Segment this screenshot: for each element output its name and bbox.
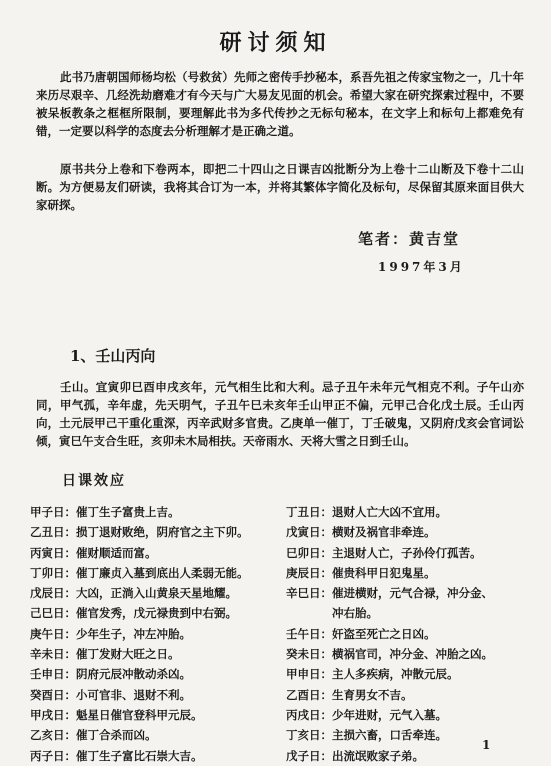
day-label: 辛未日：	[30, 647, 76, 662]
day-label: 辛巳日：	[286, 586, 332, 601]
day-text: 魁星日催官登科甲元辰。	[76, 707, 203, 722]
day-text: 大凶，正淌入山黄泉天星地耀。	[76, 586, 237, 601]
day-text: 少年生子，冲左冲胎。	[76, 626, 191, 641]
list-item	[286, 644, 526, 664]
day-label: 戊辰日：	[30, 586, 76, 601]
day-label: 甲子日：	[30, 505, 76, 519]
day-label: 巳卯日：	[286, 545, 332, 560]
list-item	[30, 543, 278, 563]
day-text: 催丁廉贞入墓到底出人柔弱无能。	[76, 565, 249, 580]
list-item	[30, 583, 278, 603]
day-label: 己巳日：	[30, 606, 76, 621]
day-text: 催丁合杀而凶。	[76, 728, 157, 743]
day-label: 乙丑日：	[30, 525, 76, 540]
author-line: 笔者：黄吉堂	[358, 230, 461, 248]
day-text: 阴府元辰冲散动杀凶。	[76, 667, 191, 682]
day-label: 丙寅日：	[30, 545, 76, 560]
list-item	[286, 502, 526, 522]
day-label: 壬午日：	[286, 626, 332, 641]
list-item	[30, 603, 278, 623]
day-text: 横祸官司，冲分金、冲胎之凶。	[332, 647, 493, 662]
list-item	[286, 705, 526, 725]
list-item	[30, 563, 278, 583]
day-label: 丁丑日：	[286, 505, 332, 519]
day-text: 小可官非、退财不利。	[76, 687, 191, 702]
intro-paragraph-1: 此书乃唐朝国师杨均松（号救贫）先师之密传手抄秘本，系吾先祖之传家宝物之一，几十年来历尽艰辛、几经洗劫磨难才有今天与广大易友见面的机会。希望大家在研究探索过程中，不要被呆板教条之框框所限制，要理解此书为多代传抄之无标句秘本，在文字上和标句上都难免有错，一定要以科学的态度去分析理解才是正确之道。	[36, 70, 524, 138]
day-label: 癸未日：	[286, 647, 332, 662]
day-label: 甲申日：	[286, 667, 332, 682]
day-text: 催丁生子富贵上吉。	[76, 505, 180, 519]
date-line: 1997年3月	[378, 260, 465, 274]
list-item	[286, 563, 526, 583]
section-title: 1、壬山丙向	[70, 347, 156, 365]
subsection-title: 日课效应	[62, 473, 126, 489]
intro-paragraph-2: 原书共分上卷和下卷两本，即把二十四山之日课吉凶批断分为上卷十二山断及下卷十二山断。为方便易友们研读，我将其合订为一本，并将其繁体字简化及标句，尽保留其原来面目供大家研探。	[36, 162, 524, 212]
list-item	[30, 644, 278, 664]
day-text: 奸盗至死亡之日凶。	[332, 626, 436, 641]
day-text: 催财顺适而富。	[76, 545, 157, 560]
list-item	[286, 543, 526, 563]
day-label: 庚辰日：	[286, 565, 332, 580]
list-item	[30, 685, 278, 705]
day-text: 退财人亡大凶不宜用。	[332, 505, 447, 519]
day-label: 丙子日：	[30, 748, 76, 763]
day-text: 催官发秀，戊元禄贵到中右弼。	[76, 606, 237, 621]
list-item	[286, 522, 526, 542]
day-text: 主人多疾病，冲散元辰。	[332, 667, 459, 682]
page-title: 研讨须知	[219, 30, 332, 56]
day-label: 乙亥日：	[30, 728, 76, 743]
list-item	[286, 583, 526, 624]
list-item	[30, 746, 278, 766]
day-label: 丁卯日：	[30, 565, 76, 580]
day-text: 催丁发财大旺之日。	[76, 647, 180, 662]
day-label: 庚午日：	[30, 626, 76, 641]
day-text: 横财及祸官非牵连。	[332, 525, 436, 540]
list-item	[286, 685, 526, 705]
day-label: 丙戌日：	[286, 707, 332, 722]
list-item	[30, 522, 278, 542]
day-label: 丁亥日：	[286, 728, 332, 743]
day-label: 戊子日：	[286, 748, 332, 763]
day-label: 壬申日：	[30, 667, 76, 682]
day-text: 少年进财，元气入墓。	[332, 707, 447, 722]
page-number: 1	[482, 738, 491, 752]
day-text: 损丁退财败绝，阴府官之主下卯。	[76, 525, 249, 540]
list-item	[30, 664, 278, 684]
day-text: 主退财人亡，子孙伶仃孤苦。	[332, 545, 482, 560]
list-item	[30, 502, 278, 522]
day-label: 癸酉日：	[30, 687, 76, 702]
list-item	[286, 664, 526, 684]
list-item	[286, 624, 526, 644]
day-label: 戊寅日：	[286, 525, 332, 540]
section-paragraph: 壬山。宜寅卯巳酉申戌亥年，元气相生比和大利。忌子丑午未年元气相克不利。子午山亦同，甲气孤，辛年虚，先天明气，子丑午巳未亥年壬山甲正不偏，元甲己合化戊土辰。壬山丙向，土元辰甲己干重化重深，丙辛武财多官贵。乙庚单一催丁，丁壬破鬼，又阴府戊亥会官词讼倾，寅巳午支合生旺，亥卯未木局相扶。天帝雨水、天将大雪之日到壬山。	[36, 380, 524, 448]
day-text: 出流氓败家子弟。	[332, 748, 424, 763]
list-item	[30, 705, 278, 725]
day-text: 催贵科甲日犯鬼星。	[332, 565, 436, 580]
day-text: 生育男女不吉。	[332, 687, 413, 702]
day-label: 甲戌日：	[30, 707, 76, 722]
list-item	[30, 725, 278, 745]
day-list-right	[286, 502, 526, 766]
day-list-left	[30, 502, 278, 766]
day-text: 主损六畜，口舌牵连。	[332, 728, 447, 743]
day-text: 催进横财，元气合禄，冲分金、冲右胎。	[332, 586, 493, 621]
day-text: 催丁生子富比石崇大吉。	[76, 748, 203, 763]
list-item	[30, 624, 278, 644]
day-label: 乙酉日：	[286, 687, 332, 702]
